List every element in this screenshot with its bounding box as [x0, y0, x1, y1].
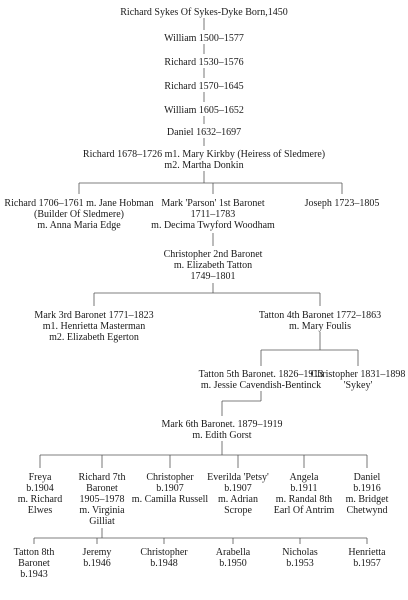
person-text-line: William 1500–1577	[164, 33, 244, 44]
person-text-line: b.1916	[353, 483, 381, 494]
person-text-line: Tatton 5th Baronet. 1826–1913	[198, 369, 324, 380]
person-text-line: Tatton 4th Baronet 1772–1863	[258, 310, 382, 321]
person-n18	[79, 472, 126, 527]
person-text-line: m1. Henrietta Masterman	[42, 321, 146, 332]
person-text-line: b.1957	[353, 558, 381, 569]
person-n7	[83, 149, 325, 171]
person-n22	[346, 472, 389, 516]
person-n23	[14, 547, 55, 580]
person-text-line: b.1948	[150, 558, 178, 569]
person-text-line: Daniel 1632–1697	[166, 127, 242, 138]
person-n12	[34, 310, 153, 343]
person-n5	[164, 105, 244, 116]
person-n15	[311, 369, 406, 391]
person-text-line: Christopher	[146, 472, 194, 483]
person-text-line: Everilda 'Petsy'	[207, 472, 269, 483]
person-n2	[164, 33, 244, 44]
person-n26	[216, 547, 250, 569]
person-text-line: Richard 1678–1726 m1. Mary Kirkby (Heiress of Sledmere)	[82, 149, 326, 160]
person-text-line: 1749–1801	[190, 271, 236, 282]
person-text-line: Mark 6th Baronet. 1879–1919	[161, 419, 283, 430]
person-text-line: Gilliat	[89, 516, 115, 527]
person-text-line: Henrietta	[348, 547, 386, 558]
person-n17	[18, 472, 62, 516]
person-text-line: Jeremy	[82, 547, 112, 558]
person-text-line: Earl Of Antrim	[273, 505, 335, 516]
person-n21	[274, 472, 335, 516]
person-text-line: b.1907	[156, 483, 184, 494]
person-text-line: Christopher	[140, 547, 188, 558]
person-text-line: Baronet	[18, 558, 50, 569]
person-n8	[4, 198, 153, 231]
person-n16	[161, 419, 282, 441]
person-text-line: Scrope	[224, 505, 252, 516]
person-text-line: m. Richard	[17, 494, 63, 505]
person-text-line: Freya	[28, 472, 52, 483]
person-text-line: b.1953	[286, 558, 314, 569]
person-text-line: Chetwynd	[346, 505, 388, 516]
person-text-line: m. Virginia	[79, 505, 125, 516]
person-text-line: Richard Sykes Of Sykes-Dyke Born,1450	[120, 7, 288, 18]
person-text-line: b.1950	[219, 558, 247, 569]
person-text-line: m. Mary Foulis	[289, 321, 351, 332]
person-text-line: Mark 3rd Baronet 1771–1823	[34, 310, 154, 321]
person-text-line: m. Randal 8th	[275, 494, 333, 505]
person-text-line: 1905–1978	[79, 494, 125, 505]
person-text-line: Richard 1570–1645	[164, 81, 244, 92]
person-text-line: b.1911	[290, 483, 318, 494]
person-text-line: b.1904	[26, 483, 54, 494]
person-text-line: Richard 1530–1576	[164, 57, 244, 68]
person-text-line: Baronet	[86, 483, 118, 494]
person-text-line: b.1943	[20, 569, 48, 580]
person-text-line: Angela	[289, 472, 319, 483]
person-n4	[164, 81, 243, 92]
person-n3	[164, 57, 243, 68]
person-text-line: m. Adrian	[218, 494, 258, 505]
person-text-line: Joseph 1723–1805	[304, 198, 380, 209]
person-text-line: m. Camilla Russell	[131, 494, 209, 505]
person-n20	[207, 472, 269, 516]
person-n13	[259, 310, 381, 332]
person-text-line: William 1605–1652	[164, 105, 244, 116]
person-n11	[164, 249, 263, 282]
person-text-line: Richard 7th	[78, 472, 126, 483]
person-n19	[132, 472, 208, 505]
person-text-line: Tatton 8th	[13, 547, 55, 558]
person-n14	[199, 369, 324, 391]
person-text-line: Daniel	[353, 472, 381, 483]
person-text-line: Nicholas	[282, 547, 318, 558]
person-text-line: Christopher 2nd Baronet	[163, 249, 263, 260]
person-n10	[305, 198, 380, 209]
person-text-line: Christopher 1831–1898	[310, 369, 406, 380]
person-text-line: m2. Martha Donkin	[164, 160, 244, 171]
person-n25	[140, 547, 187, 569]
person-text-line: Mark 'Parson' 1st Baronet	[161, 198, 265, 209]
person-n27	[282, 547, 318, 569]
person-text-line: m. Anna Maria Edge	[37, 220, 121, 231]
person-text-line: (Builder Of Sledmere)	[34, 209, 124, 220]
person-n6	[167, 127, 241, 138]
person-text-line: b.1907	[224, 483, 252, 494]
person-text-line: Arabella	[215, 547, 251, 558]
person-n1	[120, 7, 287, 18]
person-text-line: 'Sykey'	[343, 380, 373, 391]
person-text-line: Richard 1706–1761 m. Jane Hobman	[4, 198, 154, 209]
person-text-line: 1711–1783	[190, 209, 236, 220]
person-n28	[348, 547, 385, 569]
person-text-line: m. Edith Gorst	[192, 430, 252, 441]
person-text-line: m2. Elizabeth Egerton	[49, 332, 139, 343]
person-text-line: m. Jessie Cavendish-Bentinck	[200, 380, 322, 391]
person-text-line: b.1946	[83, 558, 111, 569]
person-text-line: m. Bridget	[345, 494, 389, 505]
person-n9	[151, 198, 275, 231]
person-n24	[83, 547, 112, 569]
person-text-line: Elwes	[27, 505, 53, 516]
person-text-line: m. Elizabeth Tatton	[173, 260, 253, 271]
person-text-line: m. Decima Twyford Woodham	[151, 220, 275, 231]
